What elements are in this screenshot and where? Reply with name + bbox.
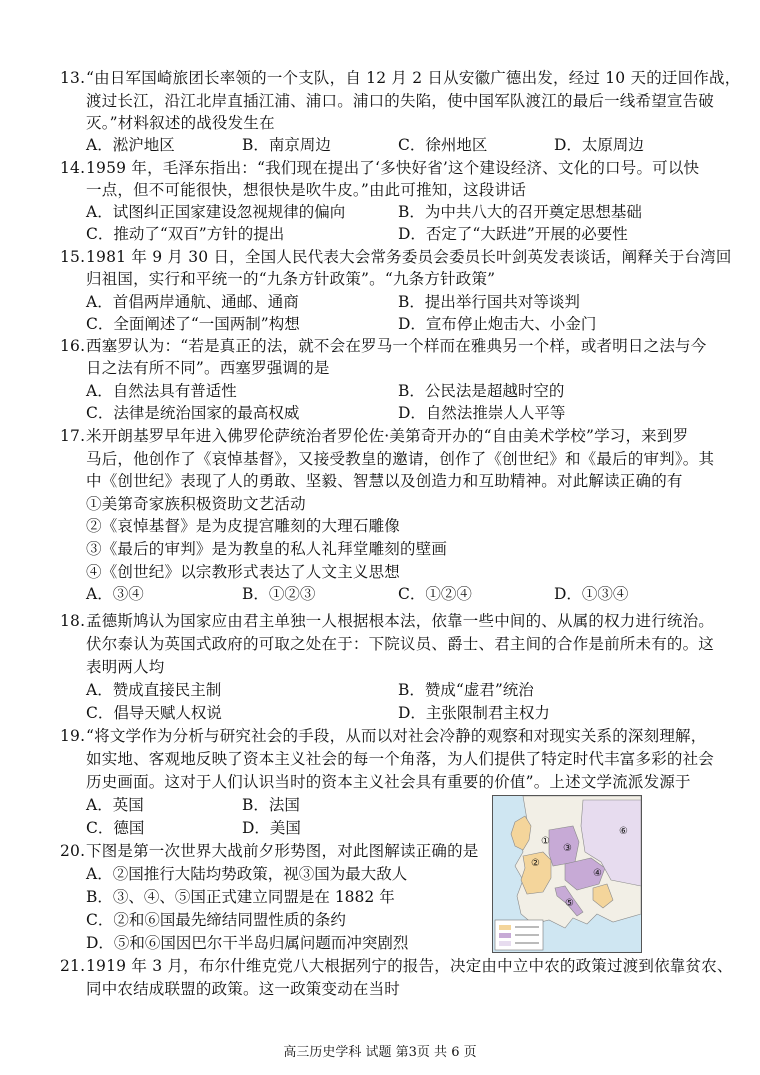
option-d: D．太原周边 (554, 136, 644, 154)
option-b: B．赞成“虚君”统治 (398, 681, 534, 699)
question-text: 西塞罗认为：“若是真正的法，就不会在罗马一个样而在雅典另一个样，或者明日之法与今 (86, 337, 707, 355)
question-text: 下图是第一次世界大战前夕形势图，对此图解读正确的是 (86, 842, 479, 860)
statement-2: ②《哀悼基督》是为皮提宫雕刻的大理石雕像 (86, 517, 401, 535)
europe-map-drawing (493, 796, 641, 952)
question-text: “由日军国崎旅团长率领的一个支队，自 12 月 2 日从安徽广德出发，经过 10 天的迂回作战， (86, 69, 741, 87)
option-a: A．首倡两岸通航、通邮、通商 (86, 293, 299, 311)
option-a: A．自然法具有普适性 (86, 382, 237, 400)
legend-swatch-other (499, 941, 511, 946)
map-label-5: ⑤ (565, 898, 574, 909)
question-text: 归祖国，实行和平统一的“九条方针政策”。“九条方针政策” (86, 270, 496, 288)
option-d: D．①③④ (554, 585, 629, 603)
map-label-6: ⑥ (619, 826, 628, 837)
option-a: A．赞成直接民主制 (86, 681, 222, 699)
question-text: 表明两人均 (86, 658, 165, 676)
map-label-4: ④ (593, 868, 602, 879)
question-number: 14. (60, 159, 86, 177)
option-d: D．主张限制君主权力 (398, 704, 550, 722)
option-c: C．法律是统治国家的最高权威 (86, 404, 300, 422)
option-d: D．⑤和⑥国因巴尔干半岛归属问题而冲突剧烈 (86, 934, 409, 952)
option-b: B．提出举行国共对等谈判 (398, 293, 580, 311)
option-c: C．全面阐述了“一国两制”构想 (86, 315, 300, 333)
option-b: B．公民法是超越时空的 (398, 382, 565, 400)
option-b: B．南京周边 (242, 136, 331, 154)
option-c: C．徐州地区 (398, 136, 488, 154)
question-text: 马后，他创作了《哀悼基督》，又接受教皇的邀请，创作了《创世纪》和《最后的审判》。其 (86, 450, 715, 468)
question-text: 同中农结成联盟的政策。这一政策变动在当时 (86, 980, 401, 998)
ww1-situation-map (492, 795, 642, 953)
question-number: 21. (60, 957, 86, 975)
option-b: B．③、④、⑤国正式建立同盟是在 1882 年 (86, 888, 395, 906)
question-number: 20. (60, 842, 86, 860)
page-footer: 高三历史学科 试题 第3页 共 6 页 (283, 1045, 477, 1060)
option-a: A．试图纠正国家建设忽视规律的偏向 (86, 203, 346, 221)
option-c: C．①②④ (398, 585, 472, 603)
question-text: 米开朗基罗早年进入佛罗伦萨统治者罗伦佐·美第奇开办的“自由美术学校”学习，来到罗 (86, 427, 689, 445)
question-text: 中《创世纪》表现了人的勇敢、坚毅、智慧以及创造力和互助精神。对此解读正确的有 (86, 472, 683, 490)
option-c: C．德国 (86, 819, 145, 837)
question-number: 16. (60, 337, 86, 355)
question-number: 13. (60, 69, 86, 87)
question-text: 渡过长江，沿江北岸直插江浦、浦口。浦口的失陷，使中国军队渡江的最后一线希望宣告破 (86, 92, 715, 110)
option-c: C．推动了“双百”方针的提出 (86, 225, 285, 243)
option-d: D．自然法推崇人人平等 (398, 404, 566, 422)
question-number: 17. (60, 427, 86, 445)
question-text: 灭。”材料叙述的战役发生在 (86, 114, 275, 132)
question-text: 1981 年 9 月 30 日，全国人民代表大会常务委员会委员长叶剑英发表谈话，阐释关于台湾回 (86, 248, 732, 266)
statement-4: ④《创世纪》以宗教形式表达了人文主义思想 (86, 563, 401, 581)
question-text: 孟德斯鸠认为国家应由君主单独一人根据根本法，依靠一些中间的、从属的权力进行统治。 (86, 612, 715, 630)
question-text: 日之法有所不同”。西塞罗强调的是 (86, 359, 330, 377)
option-a: A．③④ (86, 585, 144, 603)
question-number: 19. (60, 727, 86, 745)
statement-1: ①美第奇家族积极资助文艺活动 (86, 495, 306, 513)
question-text: 历史画面。这对于人们认识当时的资本主义社会具有重要的价值”。上述文学流派发源于 (86, 773, 691, 791)
option-c: C．②和⑥国最先缔结同盟性质的条约 (86, 911, 346, 929)
map-label-2: ② (531, 858, 540, 869)
option-b: B．①②③ (242, 585, 316, 603)
option-a: A．②国推行大陆均势政策，视③国为最大敌人 (86, 865, 408, 883)
legend-swatch-entente (499, 925, 511, 930)
option-a: A．淞沪地区 (86, 136, 175, 154)
option-b: B．为中共八大的召开奠定思想基础 (398, 203, 642, 221)
map-label-1: ① (541, 836, 550, 847)
question-text: 1959 年，毛泽东指出：“我们现在提出了‘多快好省’这个建设经济、文化的口号。可以快 (86, 159, 700, 177)
question-text: 如实地、客观地反映了资本主义社会的每一个角落，为人们提供了特定时代丰富多彩的社会 (86, 750, 715, 768)
option-b: B．法国 (242, 796, 300, 814)
question-text: “将文学作为分析与研究社会的手段，从而以对社会冷静的观察和对现实关系的深刻理解， (86, 727, 707, 745)
option-d: D．宣布停止炮击大、小金门 (398, 315, 597, 333)
question-number: 15. (60, 248, 86, 266)
option-a: A．英国 (86, 796, 144, 814)
map-label-3: ③ (563, 843, 572, 854)
option-d: D．否定了“大跃进”开展的必要性 (398, 225, 628, 243)
option-d: D．美国 (242, 819, 301, 837)
question-text: 伏尔泰认为英国式政府的可取之处在于：下院议员、爵士、君主间的合作是前所未有的。这 (86, 635, 715, 653)
question-number: 18. (60, 612, 86, 630)
option-c: C．倡导天赋人权说 (86, 704, 222, 722)
question-text: 一点，但不可能很快，想很快是吹牛皮。”由此可推知，这段讲话 (86, 181, 526, 199)
legend-swatch-central (499, 933, 511, 938)
statement-3: ③《最后的审判》是为教皇的私人礼拜堂雕刻的壁画 (86, 540, 448, 558)
question-text: 1919 年 3 月，布尔什维克党八大根据列宁的报告，决定由中立中农的政策过渡到依靠贫农、 (86, 957, 733, 975)
